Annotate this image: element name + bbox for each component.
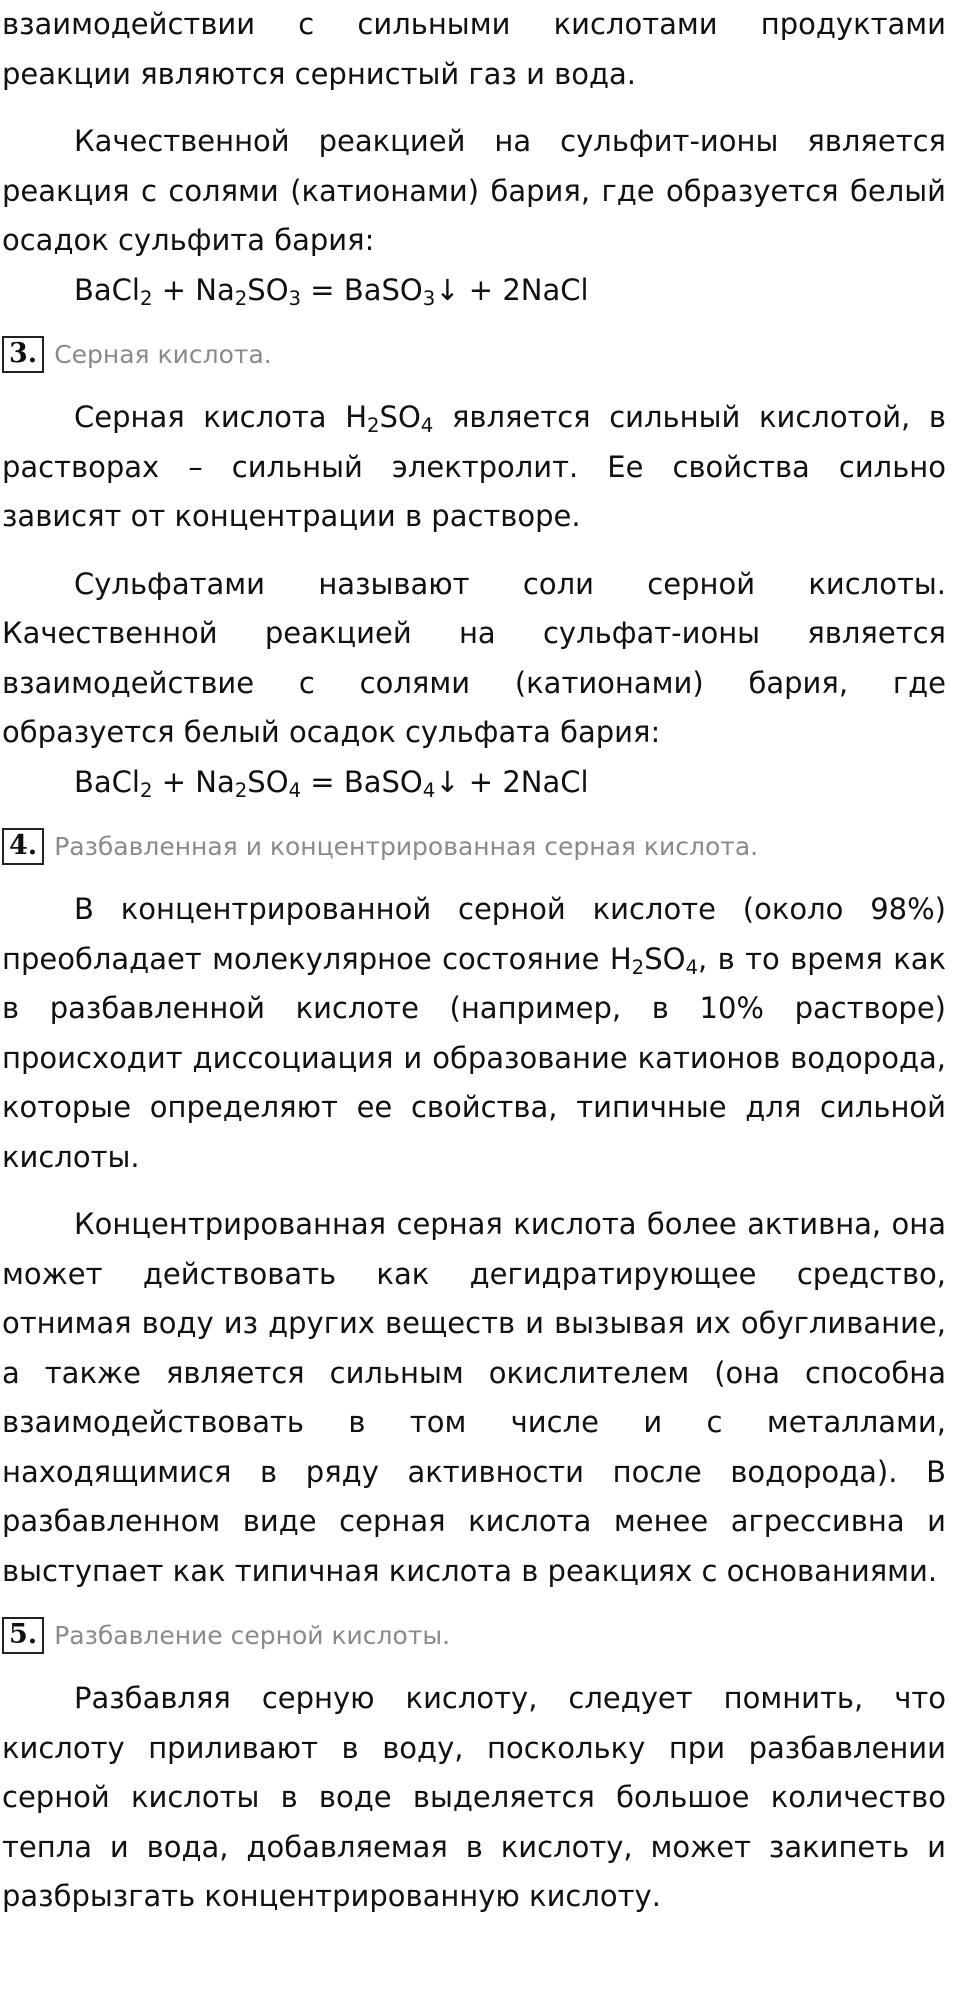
- section-title: Серная кислота.: [54, 339, 272, 369]
- formula-part: SO: [247, 764, 289, 799]
- formula-part: =: [301, 272, 344, 307]
- section-title: Разбавление серной кислоты.: [54, 1620, 451, 1650]
- formula-part: + 2NaCl: [459, 764, 589, 799]
- section-number: 3.: [2, 336, 44, 373]
- section-heading-3: [2, 329, 946, 379]
- formula-part: + 2NaCl: [459, 272, 589, 307]
- formula-subscript: 2: [234, 778, 248, 802]
- section-number: 4.: [2, 828, 44, 865]
- formula-subscript: 2: [139, 778, 153, 802]
- formula-part: Na: [195, 764, 235, 799]
- equation-sulfite: [2, 266, 946, 316]
- formula-subscript: 4: [420, 413, 434, 437]
- paragraph-dilution-rule: Разбавляя серную кислоту, следует помнить, что кислоту приливают в воду, поскольку при разбавлении серной кислоты в воде выделяется большое количество тепла и вода, добавляемая в кислоту, может закипеть и разбрызгать концентрированную кислоту.: [2, 1681, 946, 1913]
- paragraph-concentrated-properties: Концентрированная серная кислота более активна, она может действовать как дегидратирующее средство, отнимая воду из других веществ и вызывая их обугливание, а также является сильным окислителем (она способна взаимодействовать в том числе и с металлами, находящимися в ряду активности после водорода). В разбавленном виде серная кислота менее агрессивна и выступает как типичная кислота в реакциях с основаниями.: [2, 1207, 946, 1588]
- formula-part: BaSO: [343, 272, 423, 307]
- formula-part: SO: [644, 941, 686, 976]
- section-title: Разбавленная и концентрированная серная кислота.: [54, 831, 759, 861]
- text-run: , в то время как в разбавленной кислоте (например, в 10% растворе) происходит диссоциация и образование катионов водорода, которые определяют ее свойства, типичные для сильной кислоты.: [2, 941, 946, 1174]
- section-heading-5: [2, 1610, 946, 1660]
- formula-part: BaCl: [74, 272, 140, 307]
- formula-subscript: 2: [631, 955, 645, 979]
- paragraph-sulfite-test: Качественной реакцией на сульфит-ионы является реакция с солями (катионами) бария, где образуется белый осадок сульфита бария:: [2, 124, 946, 257]
- formula-part: SO: [379, 400, 421, 434]
- formula-part: +: [152, 272, 196, 307]
- equation-sulfate: [2, 758, 946, 808]
- text-run: В концентрированной серной кислоте (около 98%) преобладает молекулярное состояние: [2, 892, 946, 976]
- formula-subscript: 3: [288, 286, 302, 310]
- formula-part: Na: [195, 272, 235, 307]
- paragraph-sulfurous-acid-end: взаимодействии с сильными кислотами продуктами реакции являются сернистый газ и вода.: [2, 7, 946, 91]
- formula-part: =: [301, 764, 344, 799]
- formula-subscript: 4: [422, 778, 436, 802]
- formula-part: BaCl: [74, 764, 140, 799]
- precipitate-arrow-icon: ↓: [435, 764, 460, 799]
- text-run: Серная кислота: [74, 400, 346, 434]
- paragraph-sulfuric-acid: [2, 393, 946, 542]
- paragraph-sulfate-test: Сульфатами называют соли серной кислоты. Качественной реакцией на сульфат-ионы является взаимодействие с солями (катионами) бария, где образуется белый осадок сульфата бария:: [2, 566, 946, 749]
- formula-subscript: 2: [367, 413, 380, 437]
- formula-part: BaSO: [343, 764, 423, 799]
- precipitate-arrow-icon: ↓: [435, 272, 460, 307]
- text-run: является сильный кислотой, в растворах – сильный электролит. Ее свойства сильно зависят от концентрации в растворе.: [2, 400, 946, 533]
- formula-part: H: [345, 400, 367, 434]
- formula-subscript: 4: [288, 778, 302, 802]
- section-number: 5.: [2, 1617, 44, 1654]
- formula-part: H: [609, 941, 632, 976]
- paragraph-concentrated-vs-dilute: [2, 885, 946, 1182]
- section-heading-4: [2, 821, 946, 871]
- formula-subscript: 2: [234, 286, 248, 310]
- formula-part: +: [152, 764, 196, 799]
- formula-subscript: 3: [422, 286, 436, 310]
- formula-subscript: 2: [139, 286, 153, 310]
- formula-subscript: 4: [685, 955, 698, 979]
- formula-part: SO: [247, 272, 289, 307]
